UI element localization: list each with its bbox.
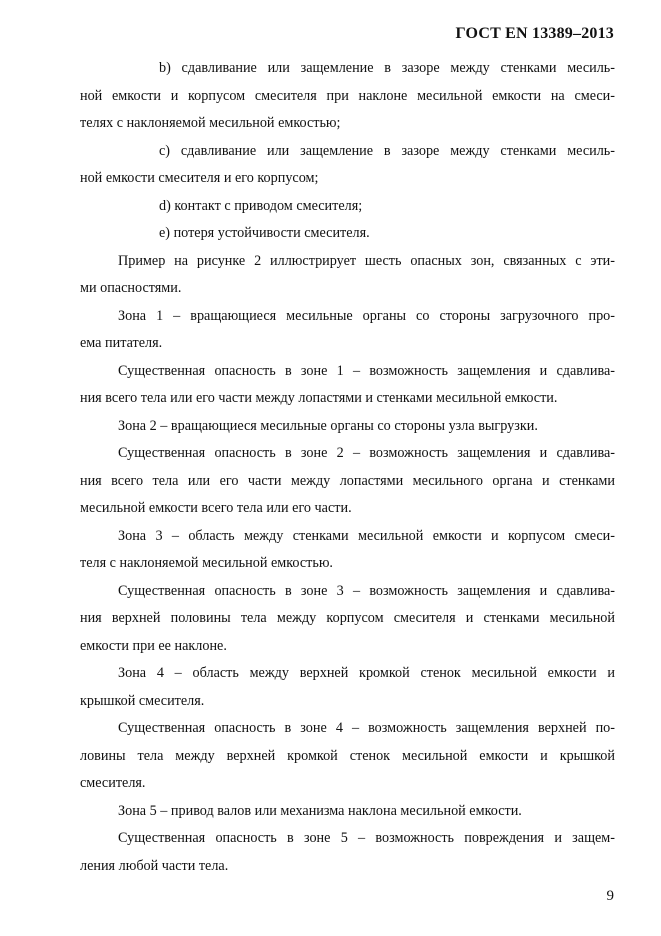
text-line: ния верхней половины тела между корпусом смесителя и стенками месильной	[80, 610, 615, 626]
zone-3-title: Зона 3 – область между стенками месильной емкости и корпусом смеси-	[118, 527, 615, 544]
text-line: ления любой части тела.	[80, 857, 229, 874]
text-line: ния всего тела или его части между лопастями месильного органа и стенками	[80, 472, 615, 489]
text-line: телях с наклоняемой месильной емкостью;	[80, 115, 341, 131]
text-line: месильной емкости всего тела или его части.	[80, 500, 352, 516]
text-line: смесителя.	[80, 775, 146, 791]
zone-3-hazard: Существенная опасность в зоне 3 – возможность защемления и сдавлива-	[118, 582, 615, 599]
text-line: ми опасностями.	[80, 280, 182, 296]
zone-2-hazard: Существенная опасность в зоне 2 – возможность защемления и сдавлива-	[118, 445, 615, 461]
list-item-b: b) сдавливание или защемление в зазоре между стенками месиль-	[159, 60, 615, 76]
text-line: емкости при ее наклоне.	[80, 637, 227, 654]
zone-5-hazard: Существенная опасность в зоне 5 – возможность повреждения и защем-	[118, 830, 615, 846]
zone-4-title: Зона 4 – область между верхней кромкой стенок месильной емкости и	[118, 665, 615, 681]
standard-header: ГОСТ EN 13389–2013	[455, 25, 614, 42]
zone-1-title: Зона 1 – вращающиеся месильные органы со стороны загрузочного про-	[118, 307, 615, 324]
zone-2-title: Зона 2 – вращающиеся месильные органы со стороны узла выгрузки.	[118, 417, 538, 434]
list-item-e: e) потеря устойчивости смесителя.	[159, 225, 370, 241]
text-line: крышкой смесителя.	[80, 692, 205, 709]
zone-1-hazard: Существенная опасность в зоне 1 – возможность защемления и сдавлива-	[118, 362, 615, 379]
document-body	[80, 55, 615, 880]
list-item-c: c) сдавливание или защемление в зазоре между стенками месиль-	[159, 142, 615, 159]
text-line: ловины тела между верхней кромкой стенок месильной емкости и крышкой	[80, 747, 615, 764]
text-line: теля с наклоняемой месильной емкостью.	[80, 555, 333, 571]
text-line: ной емкости и корпусом смесителя при наклоне месильной емкости на смеси-	[80, 87, 615, 104]
paragraph-line: Пример на рисунке 2 иллюстрирует шесть опасных зон, связанных с эти-	[118, 252, 615, 269]
text-line: ной емкости смесителя и его корпусом;	[80, 170, 319, 186]
page-number: 9	[606, 888, 614, 904]
zone-4-hazard: Существенная опасность в зоне 4 – возможность защемления верхней по-	[118, 720, 615, 736]
text-line: ема питателя.	[80, 335, 163, 351]
list-item-d: d) контакт с приводом смесителя;	[159, 197, 363, 214]
text-line: ния всего тела или его части между лопастями и стенками месильной емкости.	[80, 390, 558, 406]
zone-5-title: Зона 5 – привод валов или механизма наклона месильной емкости.	[118, 802, 522, 819]
